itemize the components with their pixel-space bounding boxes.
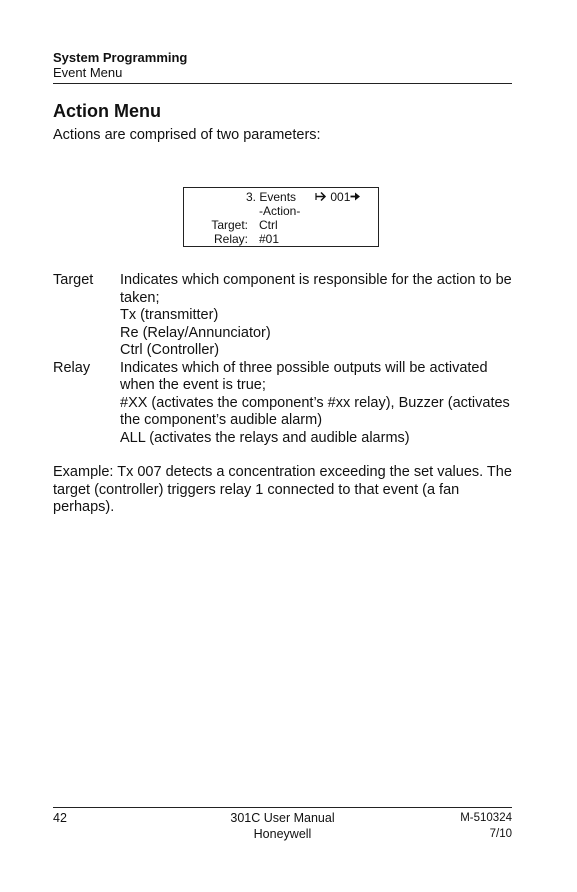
lcd-indicator xyxy=(315,190,361,204)
footer-center xyxy=(53,810,512,842)
definition-line: Indicates which of three possible outputs will be activated when the event is true; xyxy=(120,359,488,393)
definition-description xyxy=(120,272,512,360)
definition-line: ALL (activates the relays and audible alarms) xyxy=(120,429,410,446)
definition-list xyxy=(53,272,512,447)
definition-term: Relay xyxy=(53,359,91,376)
lcd-relay-value: #01 xyxy=(259,232,280,246)
lcd-row-1 xyxy=(184,190,378,204)
arrow-right-icon xyxy=(315,191,327,202)
definition-term: Target xyxy=(53,272,94,288)
lcd-target-value: Ctrl xyxy=(259,218,278,232)
page-footer xyxy=(53,807,512,844)
document-date: 7/10 xyxy=(489,828,512,840)
arrow-right-icon xyxy=(350,191,361,202)
definition-line: Indicates which component is responsible for the action to be taken; xyxy=(120,272,512,306)
section-title: Event Menu xyxy=(53,65,123,80)
lcd-event-number: 001 xyxy=(330,190,351,204)
lcd-menu-label: 3. Events xyxy=(246,190,297,204)
definition-description xyxy=(120,360,512,448)
document-number: M-510324 xyxy=(460,812,512,824)
lcd-row-2 xyxy=(184,204,378,218)
footer-right xyxy=(460,810,512,842)
lcd-row-4 xyxy=(184,232,378,246)
lcd-relay-label: Relay: xyxy=(213,232,248,246)
page-number: 42 xyxy=(53,811,67,825)
intro-text: Actions are comprised of two parameters: xyxy=(53,127,321,143)
page-title: Action Menu xyxy=(53,101,161,121)
company-name: Honeywell xyxy=(253,827,312,841)
definition-line: Ctrl (Controller) xyxy=(120,342,220,358)
example-paragraph: Example: Tx 007 detects a concentration exceeding the set values. The target (controller) triggers relay 1 connected to that event (a fan perhaps). xyxy=(53,464,512,515)
manual-title: 301C User Manual xyxy=(230,811,335,825)
lcd-display xyxy=(183,187,379,247)
definition-target xyxy=(53,272,512,360)
definition-relay xyxy=(53,360,512,448)
lcd-target-label: Target: xyxy=(211,218,248,232)
definition-line: Re (Relay/Annunciator) xyxy=(120,324,271,341)
chapter-title: System Programming xyxy=(53,50,188,65)
lcd-submenu-label: -Action- xyxy=(259,204,301,218)
lcd-row-3 xyxy=(184,218,378,232)
definition-line: #XX (activates the component’s #xx relay), Buzzer (activates the component’s audible alarm) xyxy=(120,394,510,428)
page-header xyxy=(53,50,512,84)
definition-line: Tx (transmitter) xyxy=(120,307,219,323)
